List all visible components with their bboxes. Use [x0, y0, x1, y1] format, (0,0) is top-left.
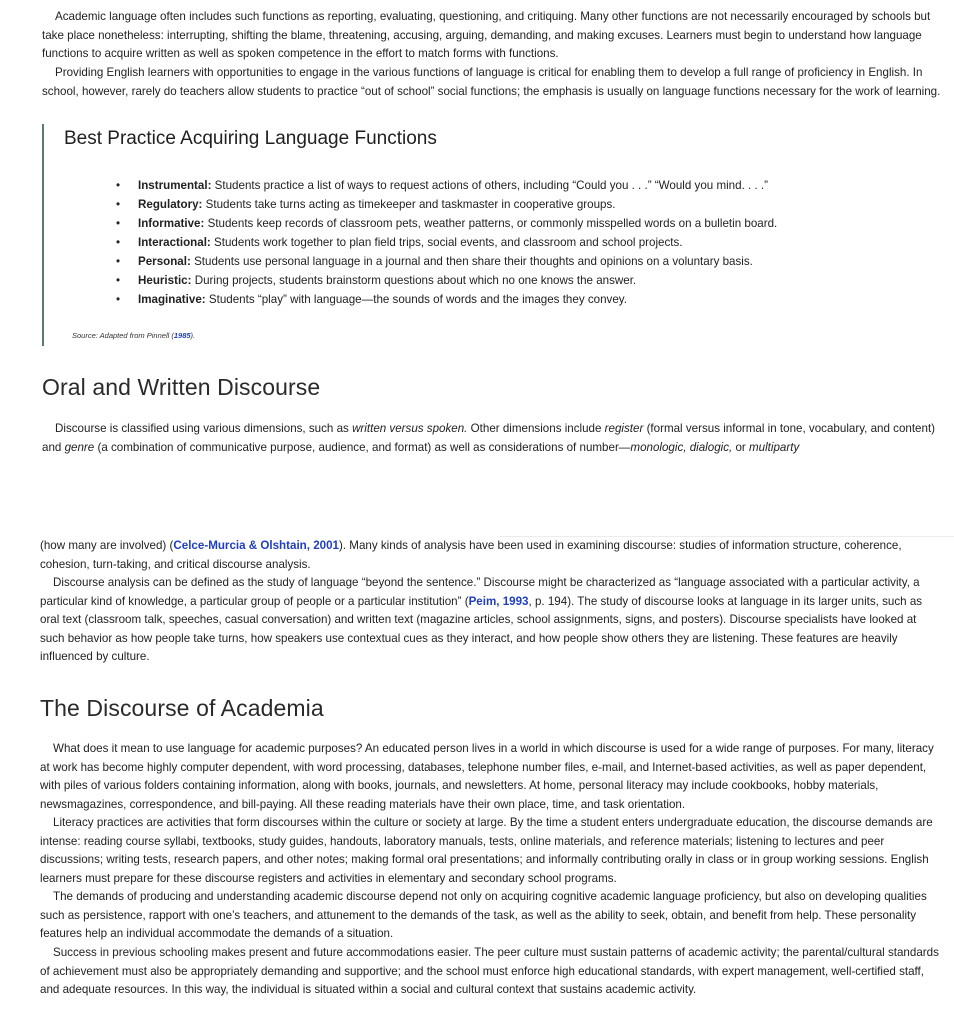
- academia-heading: The Discourse of Academia: [40, 695, 324, 721]
- list-item-text: Students take turns acting as timekeeper and taskmaster in cooperative groups.: [202, 198, 616, 211]
- list-item: [44, 252, 777, 271]
- intro-paragraph-1: Academic language often includes such functions as reporting, evaluating, questioning, and critiquing. Many other functions are not necessarily encouraged by schools but take place nonetheless: interrupting, shifting the blame, threatening, accusing, arguing, demanding, and making excuses. Learners must begin to understand how language functions to acquire written as well as spoken competence in the effort to match forms with functions.: [42, 10, 931, 60]
- bullet-icon: •: [116, 236, 121, 249]
- bullet-icon: •: [116, 274, 121, 287]
- list-item-text: Students work together to plan field trips, social events, and classroom and school projects.: [210, 236, 683, 249]
- list-item: [44, 214, 777, 233]
- list-item-text: Students use personal language in a journal and then share their thoughts and opinions on a voluntary basis.: [190, 255, 753, 268]
- list-item-text: Students practice a list of ways to request actions of others, including “Could you . . .” “Would you mind. . . .”: [211, 179, 768, 192]
- bullet-icon: •: [116, 293, 121, 306]
- academia-paragraph-3: The demands of producing and understanding academic discourse depend not only on acquiring cognitive academic language proficiency, but also on developing qualities such as persistence, rapport with one’s teachers, and attunement to the demands of the task, as well as the ability to seek, obtain, and benefit from help. These personality features help an individual accommodate the demands of a situation.: [40, 890, 927, 940]
- academia-paragraph-1: What does it mean to use language for academic purposes? An educated person lives in a world in which discourse is used for a wide range of purposes. For many, literacy at work has become highly computer dependent, with word processing, databases, telephone number files, e-mail, and Internet-based activities, as well as paper dependent, with piles of various folders containing information, along with books, journals, and newsletters. At home, personal literacy may include cookbooks, hobby materials, newsmagazines, correspondence, and bill-paying. All these reading materials have their own place, time, and task orientation.: [40, 742, 934, 811]
- bullet-icon: •: [116, 179, 121, 192]
- list-item-text: Students keep records of classroom pets, weather patterns, or commonly misspelled words on a bulletin board.: [204, 217, 778, 230]
- oral-paragraph-2: (how many are involved) (Celce-Murcia & Olshtain, 2001). Many kinds of analysis have been used in examining discourse: studies of information structure, coherence, cohesion, turn-taking, and critical discourse analysis.: [40, 539, 902, 571]
- source-citation-link[interactable]: 1985: [173, 331, 191, 340]
- list-item-term: Imaginative:: [138, 293, 206, 306]
- citation-link-peim[interactable]: Peim, 1993: [468, 594, 529, 608]
- oral-paragraph-3: Discourse analysis can be defined as the study of language “beyond the sentence.” Discourse might be characterized as “language associated with a particular activity, a particular kind of knowledge, a particular group of people or a particular institution” (Peim, 1993, p. 194). The study of discourse looks at language in its larger units, such as oral text (classroom talk, speeches, casual conversation) and written text (magazine articles, school assignments, signs, and posters). Discourse specialists have looked at such behavior as how people take turns, how speakers use contextual cues as they interact, and how people show others they are listening. These features are heavily influenced by culture.: [40, 576, 923, 663]
- list-item-text: During projects, students brainstorm questions about which no one knows the answer.: [191, 274, 637, 287]
- oral-paragraph-1: Discourse is classified using various dimensions, such as written versus spoken. Other dimensions include register (formal versus informal in tone, vocabulary, and content) and genre (a combination of communicative purpose, audience, and format) as well as considerations of number—monologic, dialogic, or multiparty: [42, 422, 936, 454]
- list-item-term: Instrumental:: [138, 179, 212, 192]
- bullet-icon: •: [116, 255, 121, 268]
- list-item-term: Personal:: [138, 255, 191, 268]
- list-item: [44, 195, 777, 214]
- list-item: [44, 290, 777, 309]
- academia-paragraph-2: Literacy practices are activities that form discourses within the culture or society at large. By the time a student enters undergraduate education, the discourse demands are intense: reading course syllabi, textbooks, study guides, handouts, laboratory manuals, tests, online materials, and reference materials; listening to lectures and peer discussions; writing tests, research papers, and other notes; making formal oral presentations; and informally contributing orally in class or in group working sessions. English learners must prepare for these discourse registers and activities in elementary and secondary school programs.: [40, 816, 933, 885]
- best-practice-list: [44, 176, 777, 309]
- list-item: [44, 271, 777, 290]
- bullet-icon: •: [116, 217, 121, 230]
- source-note: Source: Adapted from Pinnell (1985).: [72, 331, 196, 340]
- list-item: [44, 176, 777, 195]
- list-item-term: Regulatory:: [138, 198, 203, 211]
- list-item-text: Students “play” with language—the sounds of words and the images they convey.: [205, 293, 627, 306]
- best-practice-title: Best Practice Acquiring Language Functions: [64, 128, 437, 149]
- citation-link-celce-murcia[interactable]: Celce-Murcia & Olshtain, 2001: [173, 539, 339, 552]
- intro-paragraph-2: Providing English learners with opportunities to engage in the various functions of language is critical for enabling them to develop a full range of proficiency in English. In school, however, rarely do teachers allow students to practice “out of school” social functions; the emphasis is usually on language functions necessary for the work of learning.: [42, 66, 941, 98]
- bullet-icon: •: [116, 198, 121, 211]
- best-practice-box: [42, 124, 924, 346]
- oral-written-heading: Oral and Written Discourse: [42, 374, 321, 400]
- list-item-term: Interactional:: [138, 236, 211, 249]
- list-item-term: Informative:: [138, 217, 205, 230]
- list-item: [44, 233, 777, 252]
- academia-paragraph-4: Success in previous schooling makes present and future accommodations easier. The peer culture must sustain patterns of academic activity; the parental/cultural standards of achievement must also be appropriately demanding and supportive; and the school must enforce high educational standards, with expert management, well-certified staff, and adequate resources. In this way, the individual is situated within a social and cultural context that sustains academic activity.: [40, 946, 939, 996]
- list-item-term: Heuristic:: [138, 274, 192, 287]
